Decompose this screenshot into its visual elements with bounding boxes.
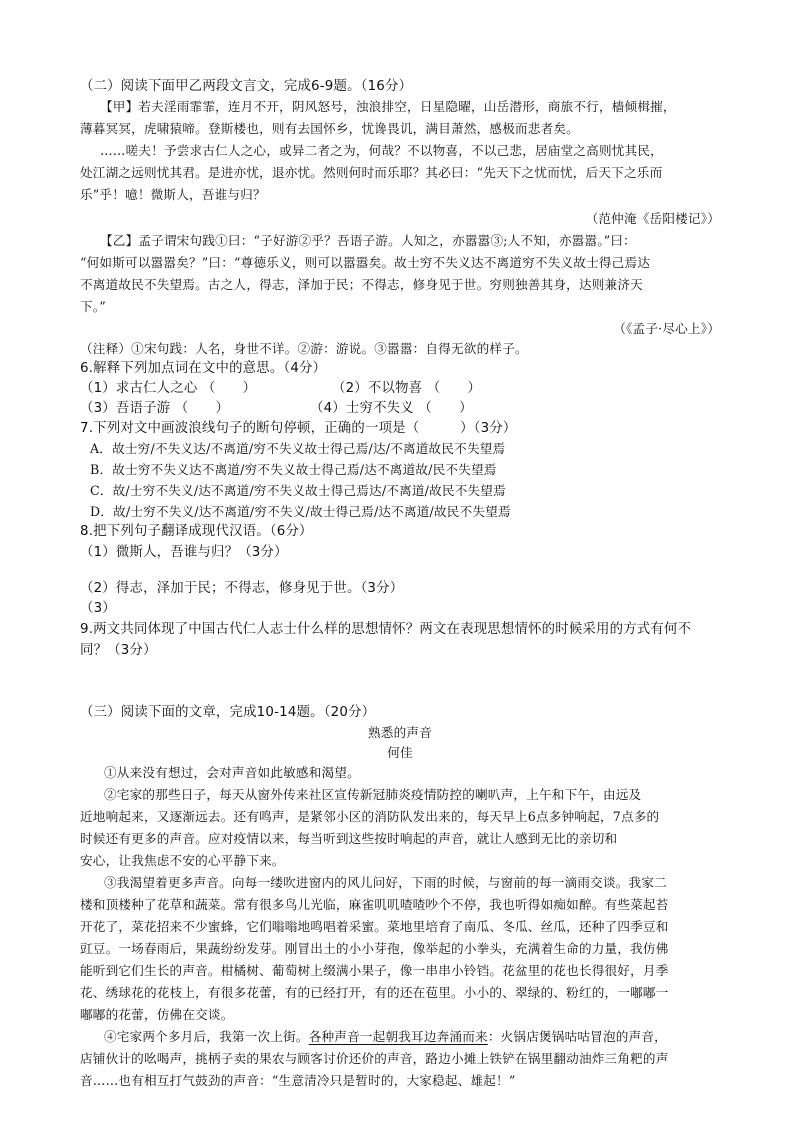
essay-title: 熟悉的声音 xyxy=(368,725,432,740)
yi-line-1: 【乙】孟子谓宋句践①曰：“子好游②乎？吾语子游。人知之，亦嚣嚣③;人不知，亦嚣嚣。”曰： xyxy=(100,233,636,248)
question-7: 7.下列对文中画波浪线句子的断句停顿，正确的一项是（ ）（3分） xyxy=(80,421,517,436)
yi-line-4: 下。” xyxy=(80,299,106,314)
question-6: 6.解释下列加点词在文中的意思。（4分） xyxy=(80,361,327,376)
q7-option-b: B．故士穷不失义达不离道/穷不失义故士得己焉/达不离道故/民不失望焉 xyxy=(90,462,497,477)
jia-line-3: ……嗟夫！予尝求古仁人之心，或异二者之为，何哉？不以物喜，不以己悲，居庙堂之高则忧其民， xyxy=(100,143,663,158)
yi-line-2: “何如斯可以嚣嚣矣？”曰：“尊德乐义，则可以嚣嚣矣。故士穷不失义达不离道穷不失义故士得己焉达 xyxy=(80,255,651,270)
section2-title: （二）阅读下面甲乙两段文言文，完成6-9题。（16分） xyxy=(80,79,413,94)
q8-item-2: （2）得志，泽加于民；不得志，修身见于世。（3分） xyxy=(80,581,404,596)
jia-line-5: 乐”乎！噫！微斯人，吾谁与归？ xyxy=(80,187,266,202)
p3-line-5: 能听到它们生长的声音。柑橘树、葡萄树上缀满小果子，像一串串小铃铛。花盆里的花也长得很好，月季 xyxy=(80,963,669,978)
jia-source: （范仲淹《岳阳楼记》） xyxy=(585,211,720,226)
p2-line-4: 安心，让我焦虑不安的心平静下来。 xyxy=(80,853,285,868)
q7-option-d: D．故/士穷不失义/达不离道/穷不失义/故士得己焉/达不离道/故民不失望焉 xyxy=(90,504,511,519)
p4-line-3: 音……也有相互打气鼓劲的声音：“生意清冷只是暂时的，大家稳起、雄起！” xyxy=(80,1073,516,1088)
p2-line-2: 近地响起来，又逐渐远去。还有鸣声，是紧邻小区的消防队发出来的，每天早上6点多钟响起，7点多的 xyxy=(80,809,660,824)
p4-line-1: ④宅家两个多月后，我第一次上街。各种声音一起朝我耳边奔涌而来：火锅店煲锅咕咕冒泡的声音， xyxy=(104,1029,667,1044)
q6-item-4: （4）士穷不失义 （ ） xyxy=(310,401,473,416)
q8-item-3: （3） xyxy=(80,601,116,616)
jia-line-1: 【甲】若夫淫雨霏霏，连月不开，阴风怒号，浊浪排空，日星隐曜，山岳潜形，商旅不行，樯倾楫摧， xyxy=(100,99,676,114)
essay-author: 何佳 xyxy=(387,745,413,760)
q7-option-c: C．故/士穷不失义/达不离道/穷不失义故士得己焉达/不离道/故民不失望焉 xyxy=(90,483,506,498)
p1-line-1: ①从来没有想过，会对声音如此敏感和渴望。 xyxy=(104,765,360,780)
p3-line-1: ③我渴望着更多声音。向每一缕吹进窗内的风儿问好，下雨的时候，与窗前的每一滴雨交谈。我家二 xyxy=(104,875,667,890)
q8-item-1: （1）微斯人，吾谁与归？（3分） xyxy=(80,545,288,560)
q6-item-2: （2）不以物喜 （ ） xyxy=(332,381,482,396)
question-9-line-1: 9.两文共同体现了中国古代仁人志士什么样的思想情怀？两文在表现思想情怀的时候采用的方式有何不 xyxy=(80,622,692,637)
p3-line-3: 开花了，菜花招来不少蜜蜂，它们嗡嗡地鸣唱着采蜜。菜地里培育了南瓜、冬瓜、丝瓜，还种了四季豆和 xyxy=(80,919,669,934)
p3-line-2: 楼和顶楼种了花草和蔬菜。常有很多鸟儿光临，麻雀叽叽喳喳吵个不停，我也听得如痴如醉。有些菜起苔 xyxy=(80,897,669,912)
p2-line-1: ②宅家的那些日子，每天从窗外传来社区宣传新冠肺炎疫情防控的喇叭声，上午和下午，由远及 xyxy=(104,787,642,802)
p2-line-3: 时候还有更多的声音。应对疫情以来，每当听到这些按时响起的声音，就让人感到无比的亲切和 xyxy=(80,831,618,846)
p3-line-4: 豇豆。一场春雨后，果蔬纷纷发芽。刚冒出土的小小芽孢，像举起的小拳头，充满着生命的力量，我仿佛 xyxy=(80,941,669,956)
p3-line-7: 嘟嘟的花蕾，仿佛在交谈。 xyxy=(80,1007,234,1022)
q6-item-1: （1）求古仁人之心 （ ） xyxy=(80,381,257,396)
question-8: 8.把下列句子翻译成现代汉语。（6分） xyxy=(80,524,313,539)
section3-title: （三）阅读下面的文章，完成10-14题。（20分） xyxy=(80,705,376,720)
yi-source: （《孟子·尽心上》） xyxy=(613,321,720,336)
jia-line-2: 薄暮冥冥，虎啸猿啼。登斯楼也，则有去国怀乡，忧谗畏讥，满目萧然，感极而悲者矣。 xyxy=(80,121,579,136)
question-9-line-2: 同？（3分） xyxy=(80,643,157,658)
underlined-phrase: 各种声音一起朝我耳边奔涌而来 xyxy=(308,1029,488,1044)
yi-line-3: 不离道故民不失望焉。古之人，得志，泽加于民；不得志，修身见于世。穷则独善其身，达则兼济天 xyxy=(80,277,643,292)
notes: （注释）①宋句践：人名，身世不详。②游：游说。③嚣嚣：自得无欲的样子。 xyxy=(80,341,528,356)
p3-line-6: 花、绣球花的花枝上，有很多花蕾，有的已经打开，有的还在苞里。小小的、翠绿的、粉红的，一嘟嘟一 xyxy=(80,985,669,1000)
jia-line-4: 处江湖之远则忧其君。是进亦忧，退亦忧。然则何时而乐耶？其必曰：“先天下之忧而忧，后天下之乐而 xyxy=(80,165,663,180)
q7-option-a: A．故士穷/不失义达/不离道/穷不失义故士得己焉/达/不离道故民不失望焉 xyxy=(90,441,506,456)
p4-line-2: 店铺伙计的吆喝声，挑柄子卖的果农与顾客讨价还价的声音，路边小摊上铁铲在锅里翻动油炸三角粑的声 xyxy=(80,1051,669,1066)
q6-item-3: （3）吾语子游 （ ） xyxy=(80,401,230,416)
